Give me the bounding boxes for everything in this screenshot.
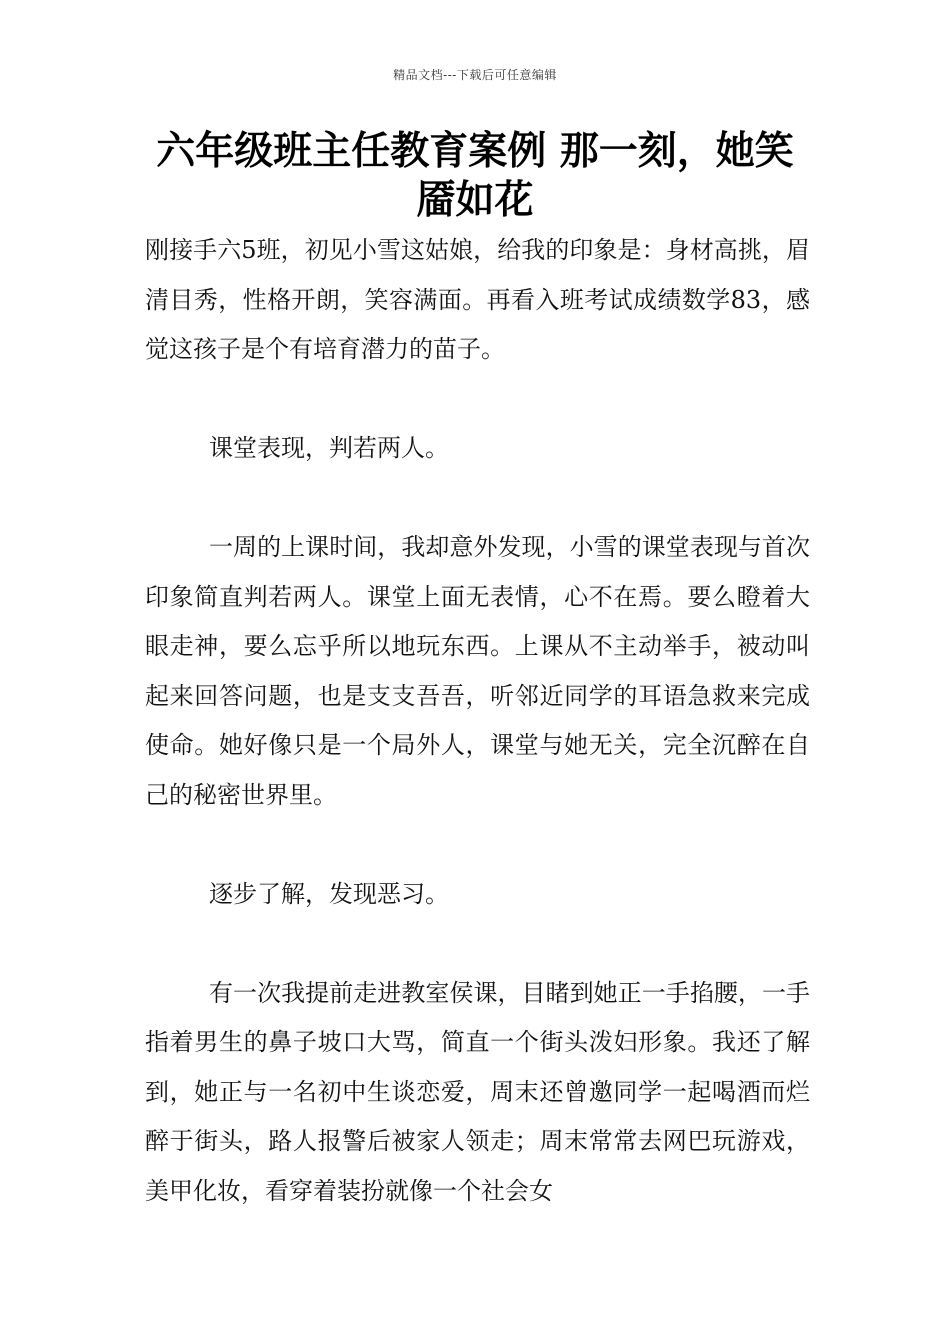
- document-header-note: 精品文档---下载后可任意编辑: [393, 68, 557, 82]
- paragraph-classroom: 一周的上课时间，我却意外发现，小雪的课堂表现与首次印象简直判若两人。课堂上面无表情，心不在焉。要么瞪着大眼走神，要么忘乎所以地玩东西。上课从不主动举手，被动叫起来回答问题，也是支支吾吾，听邻近同学的耳语急救来完成使命。她好像只是一个局外人，课堂与她无关，完全沉醉在自己的秘密世界里。: [145, 533, 810, 809]
- section-heading-classroom: 课堂表现，判若两人。: [209, 434, 449, 462]
- paragraph-habits: 有一次我提前走进教室侯课，目睹到她正一手掐腰，一手指着男生的鼻子坡口大骂，简直一个街头泼妇形象。我还了解到，她正与一名初中生谈恋爱，周末还曾邀同学一起喝酒而烂醉于街头，路人报警后被家人领走；周末常常去网巴玩游戏，美甲化妆，看穿着装扮就像一个社会女: [145, 978, 810, 1205]
- document-body: [145, 226, 810, 1266]
- document-title: 六年级班主任教育案例 那一刻，她笑靥如花: [156, 129, 794, 223]
- paragraph-intro: 刚接手六5班，初见小雪这姑娘，给我的印象是：身材高挑，眉清目秀，性格开朗，笑容满面。再看入班考试成绩数学83，感觉这孩子是个有培育潜力的苗子。: [145, 236, 810, 363]
- section-heading-habits: 逐步了解，发现恶习。: [209, 879, 449, 908]
